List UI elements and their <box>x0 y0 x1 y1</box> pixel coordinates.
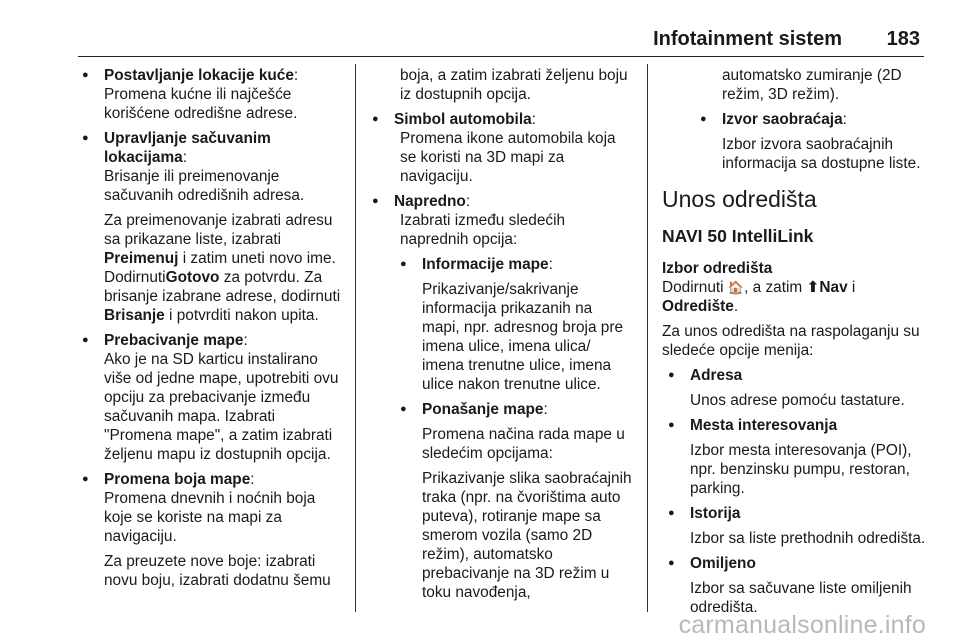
subsection-heading: NAVI 50 IntelliLink <box>662 226 814 246</box>
paragraph: automatsko zumiranje (2D režim, 3D režim). <box>722 67 902 103</box>
paragraph: Za unos odredišta na raspolaganju su sledeće opcije menija: <box>662 323 920 359</box>
list-item: ● Mesta interesovanja <box>662 416 932 435</box>
list-item: ● Adresa <box>662 366 932 385</box>
page-header <box>78 26 924 57</box>
watermark: carmanualsonline.info <box>678 611 926 639</box>
list-item: ● Promena boja mape: <box>82 470 344 489</box>
paragraph: boja, a zatim izabrati željenu boju iz dostupnih opcija. <box>400 67 628 103</box>
list-item: ● Postavljanje lokacije kuće: <box>82 66 344 85</box>
list-item: ● Istorija <box>662 504 932 523</box>
paragraph: Ako je na SD karticu instalirano više od jedne mape, upotrebiti ovu opciju za prebacivanje između sačuvanih mapa. Izabrati "Promena mape", a zatim izabrati željenu mapu iz dostupnih opcija. <box>104 351 339 463</box>
paragraph: Izbor mesta interesovanja (POI), npr. benzinsku pumpu, restoran, parking. <box>690 442 912 497</box>
paragraph: Za preimenovanje izabrati adresu sa prikazane liste, izabrati Preimenuj i zatim uneti novo ime. DodirnutiGotovo za potvrdu. Za brisanje izabrane adrese, dodirnuti Brisanje i potvrditi nakon upita. <box>104 212 341 324</box>
sub-list-item: ● Ponašanje mape: <box>372 400 634 419</box>
paragraph: Za preuzete nove boje: izabrati novu boju, izabrati dodatnu šemu <box>104 553 331 589</box>
paragraph: Promena načina rada mape u sledećim opcijama: <box>422 426 625 462</box>
paragraph: Promena ikone automobila koja se koristi na 3D mapi za navigaciju. <box>400 130 616 185</box>
paragraph: Izbor sa liste prethodnih odredišta. <box>690 530 926 547</box>
list-item: ● Prebacivanje mape: <box>82 331 344 350</box>
column-divider <box>355 64 356 612</box>
paragraph: Unos adrese pomoću tastature. <box>690 392 905 409</box>
column-2 <box>372 66 634 608</box>
home-icon: 🏠 <box>727 280 745 295</box>
column-divider <box>647 64 648 612</box>
section-heading: Unos odredišta <box>662 186 817 212</box>
paragraph: Brisanje ili preimenovanje sačuvanih odredišnih adresa. <box>104 168 305 204</box>
paragraph: Promena dnevnih i noćnih boja koje se koriste na mapi za navigaciju. <box>104 490 316 545</box>
paragraph: Izbor sa sačuvane liste omiljenih odredišta. <box>690 580 912 616</box>
column-3 <box>662 66 932 623</box>
sub-list-item: ● Informacije mape: <box>372 255 634 274</box>
column-1 <box>82 66 344 596</box>
list-item: ● Simbol automobila: <box>372 110 634 129</box>
paragraph: Prikazivanje/sakrivanje informacija prikazanih na mapi, npr. adresnog broja pre imena ulice, imena ulica/ imena trenutne ulice, imena ulice nakon trenutne ulice. <box>422 281 624 393</box>
paragraph: Izbor izvora saobraćajnih informacija sa dostupne liste. <box>722 136 921 172</box>
list-item: ● Izvor saobraćaja: <box>662 110 932 129</box>
topic-heading: Izbor odredišta <box>662 260 773 277</box>
page-number: 183 <box>886 28 920 50</box>
list-item: ● Omiljeno <box>662 554 932 573</box>
nav-arrow-icon: ⬆ <box>806 279 820 296</box>
paragraph: Prikazivanje slika saobraćajnih traka (npr. na čvorištima auto puteva), rotiranje mape sa smerom vozila (samo 2D režim), automatsko prebacivanje na 3D režim u toku navođenja, <box>422 470 632 601</box>
header-title: Infotainment sistem <box>653 28 842 50</box>
list-item: ● Napredno: <box>372 192 634 211</box>
list-item: ● Upravljanje sačuvanim lokacijama: <box>82 129 344 167</box>
paragraph: Promena kućne ili najčešće korišćene odredišne adrese. <box>104 86 298 122</box>
paragraph: Izabrati između sledećih naprednih opcija: <box>400 212 566 248</box>
paragraph: Dodirnuti 🏠, a zatim ⬆Nav i Odredište. <box>662 279 856 315</box>
